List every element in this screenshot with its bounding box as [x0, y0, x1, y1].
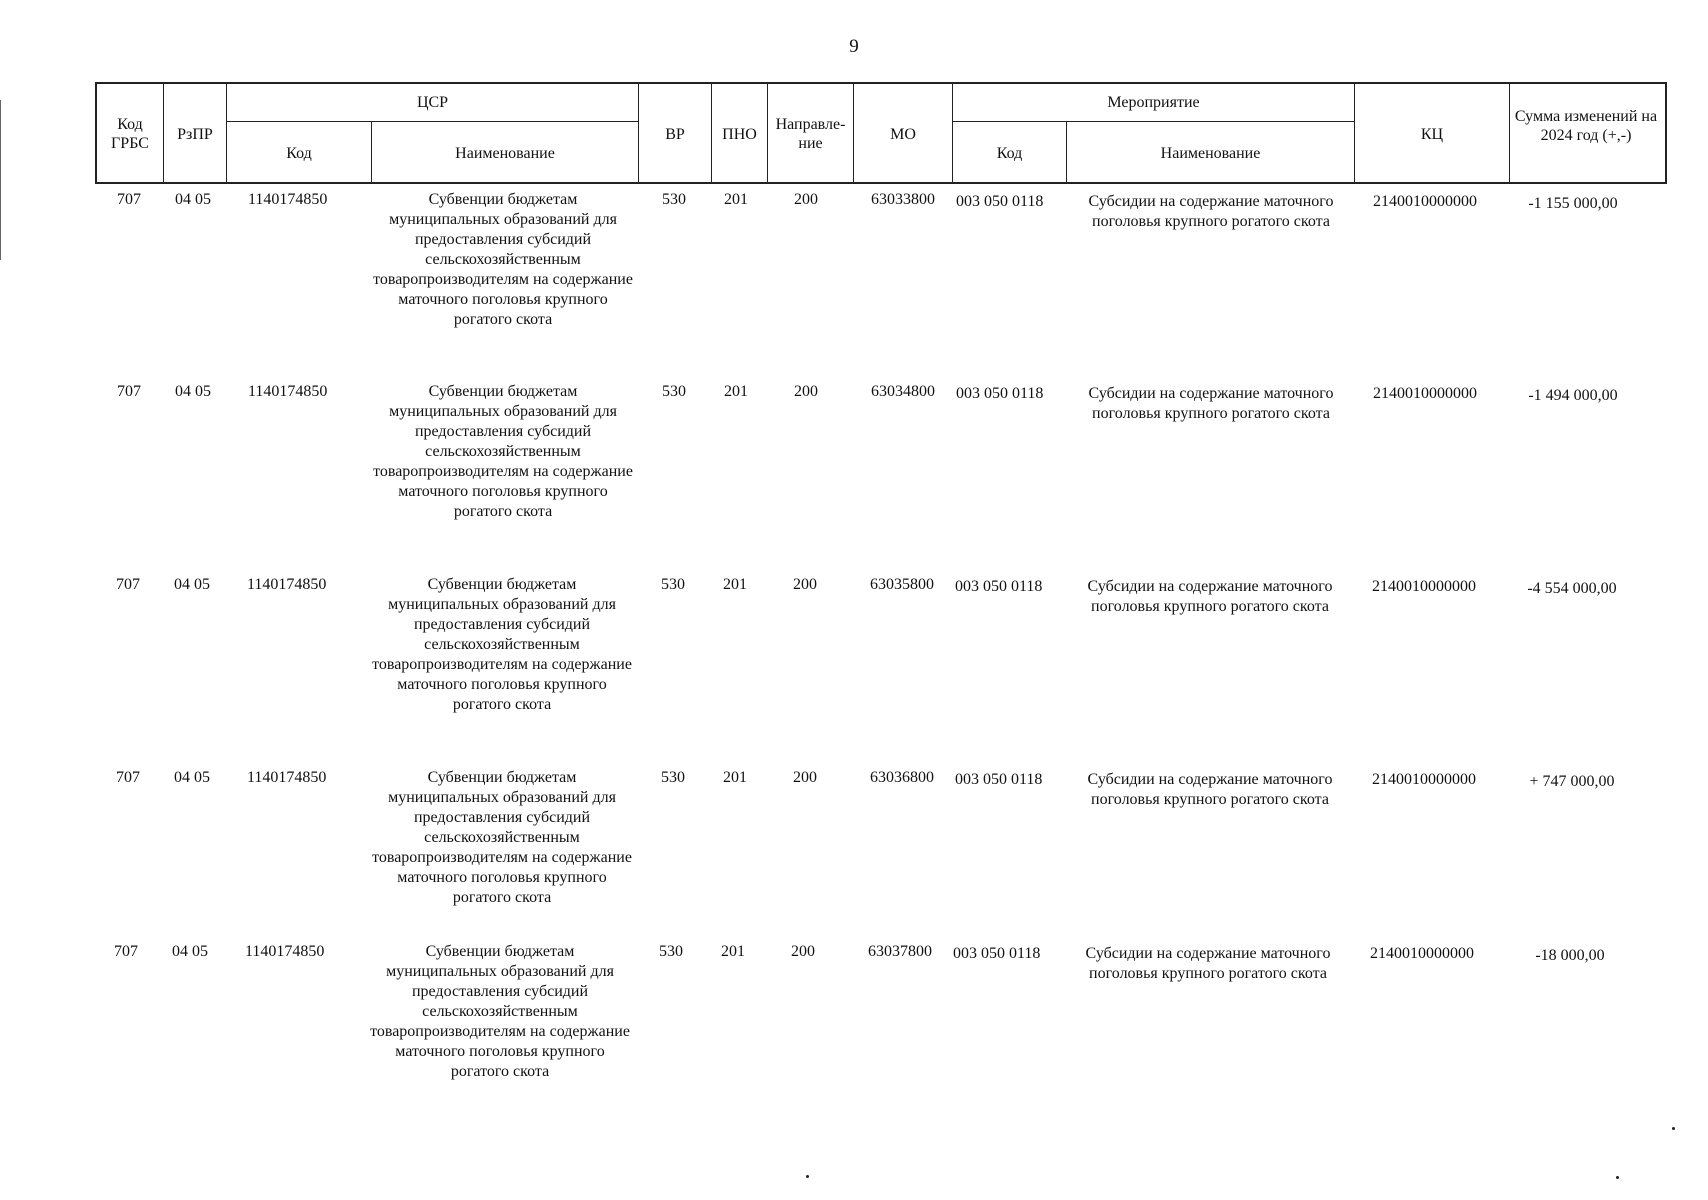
header-mer-kod: Код [996, 144, 1023, 162]
cell-summa: + 747 000,00 [1529, 773, 1615, 790]
cell-csr-kod: 1140174850 [245, 943, 325, 960]
cell-pno: 201 [724, 383, 748, 400]
cell-kc: 2140010000000 [1373, 193, 1477, 210]
header-csr-kod: Код [286, 144, 312, 162]
cell-pno: 201 [721, 943, 745, 960]
cell-vr: 530 [661, 769, 685, 786]
cell-kc: 2140010000000 [1372, 578, 1476, 595]
cell-kc: 2140010000000 [1372, 771, 1476, 788]
cell-summa: -1 155 000,00 [1528, 195, 1618, 212]
table-row [0, 768, 1708, 958]
cell-vr: 530 [662, 383, 686, 400]
cell-grbs: 707 [117, 191, 141, 208]
cell-rzpr: 04 05 [174, 576, 210, 593]
cell-mo: 63037800 [868, 943, 932, 960]
cell-mer-name: Субсидии на содержание маточного поголовья крупного рогатого скота [1087, 771, 1333, 808]
cell-rzpr: 04 05 [175, 191, 211, 208]
cell-mer-kod: 003 050 0118 [955, 578, 1043, 595]
scan-dot [806, 1175, 809, 1178]
cell-kc: 2140010000000 [1373, 385, 1477, 402]
cell-csr-name: Субвенции бюджетам муниципальных образований для предоставления субсидий сельскохозяйственным товаропроизводителям на содержание маточного поголовья крупного рогатого скота [372, 769, 632, 906]
cell-mo: 63036800 [870, 769, 934, 786]
scan-edge-mark [0, 100, 1, 260]
cell-csr-name: Субвенции бюджетам муниципальных образований для предоставления субсидий сельскохозяйственным товаропроизводителям на содержание маточного поголовья крупного рогатого скота [370, 943, 630, 1080]
cell-napr: 200 [794, 383, 818, 400]
cell-summa: -4 554 000,00 [1527, 580, 1617, 597]
cell-mer-kod: 003 050 0118 [955, 771, 1043, 788]
cell-grbs: 707 [117, 383, 141, 400]
cell-rzpr: 04 05 [172, 943, 208, 960]
cell-napr: 200 [793, 769, 817, 786]
cell-vr: 530 [661, 576, 685, 593]
table-row [0, 942, 1708, 1132]
table-row [0, 382, 1708, 572]
header-pno: ПНО [722, 125, 757, 143]
header-csr: ЦСР [416, 94, 449, 111]
cell-csr-kod: 1140174850 [247, 576, 327, 593]
cell-napr: 200 [793, 576, 817, 593]
cell-pno: 201 [724, 191, 748, 208]
header-meropriyatie: Мероприятие [1107, 94, 1200, 111]
cell-csr-kod: 1140174850 [248, 383, 328, 400]
scan-dot [1616, 1176, 1619, 1179]
cell-rzpr: 04 05 [174, 769, 210, 786]
header-vr: ВР [665, 125, 685, 143]
header-kod-grbs: Код ГРБС [111, 116, 149, 152]
header-rzpr: РзПР [177, 125, 213, 143]
cell-mer-kod: 003 050 0118 [956, 193, 1044, 210]
cell-napr: 200 [794, 191, 818, 208]
cell-grbs: 707 [116, 769, 140, 786]
header-mo: МО [890, 125, 916, 143]
table-header [95, 82, 1667, 184]
cell-mo: 63034800 [871, 383, 935, 400]
cell-vr: 530 [659, 943, 683, 960]
cell-csr-kod: 1140174850 [248, 191, 328, 208]
header-napr: Направле-ние [775, 116, 846, 152]
cell-mer-kod: 003 050 0118 [956, 385, 1044, 402]
cell-mer-kod: 003 050 0118 [953, 945, 1041, 962]
header-kc: КЦ [1420, 125, 1444, 143]
cell-napr: 200 [791, 943, 815, 960]
cell-csr-kod: 1140174850 [247, 769, 327, 786]
header-summa: Сумма изменений на 2024 год (+,-) [1514, 108, 1658, 144]
cell-summa: -18 000,00 [1535, 947, 1605, 964]
header-csr-name: Наименование [455, 144, 555, 162]
cell-grbs: 707 [116, 576, 140, 593]
cell-pno: 201 [723, 769, 747, 786]
cell-mo: 63033800 [871, 191, 935, 208]
cell-mer-name: Субсидии на содержание маточного поголовья крупного рогатого скота [1087, 578, 1333, 615]
cell-csr-name: Субвенции бюджетам муниципальных образований для предоставления субсидий сельскохозяйственным товаропроизводителям на содержание маточного поголовья крупного рогатого скота [372, 576, 632, 713]
cell-csr-name: Субвенции бюджетам муниципальных образований для предоставления субсидий сельскохозяйственным товаропроизводителям на содержание маточного поголовья крупного рогатого скота [373, 191, 633, 328]
cell-kc: 2140010000000 [1370, 945, 1474, 962]
cell-summa: -1 494 000,00 [1528, 387, 1618, 404]
scan-dot [1672, 1127, 1675, 1130]
cell-csr-name: Субвенции бюджетам муниципальных образований для предоставления субсидий сельскохозяйственным товаропроизводителям на содержание маточного поголовья крупного рогатого скота [373, 383, 633, 520]
page-number: 9 [849, 36, 859, 57]
cell-mo: 63035800 [870, 576, 934, 593]
table-row [0, 575, 1708, 765]
table-row [0, 190, 1708, 380]
cell-grbs: 707 [114, 943, 138, 960]
cell-vr: 530 [662, 191, 686, 208]
header-mer-name: Наименование [1160, 144, 1261, 162]
cell-pno: 201 [723, 576, 747, 593]
cell-rzpr: 04 05 [175, 383, 211, 400]
cell-mer-name: Субсидии на содержание маточного поголовья крупного рогатого скота [1088, 193, 1334, 230]
cell-mer-name: Субсидии на содержание маточного поголовья крупного рогатого скота [1085, 945, 1331, 982]
cell-mer-name: Субсидии на содержание маточного поголовья крупного рогатого скота [1088, 385, 1334, 422]
